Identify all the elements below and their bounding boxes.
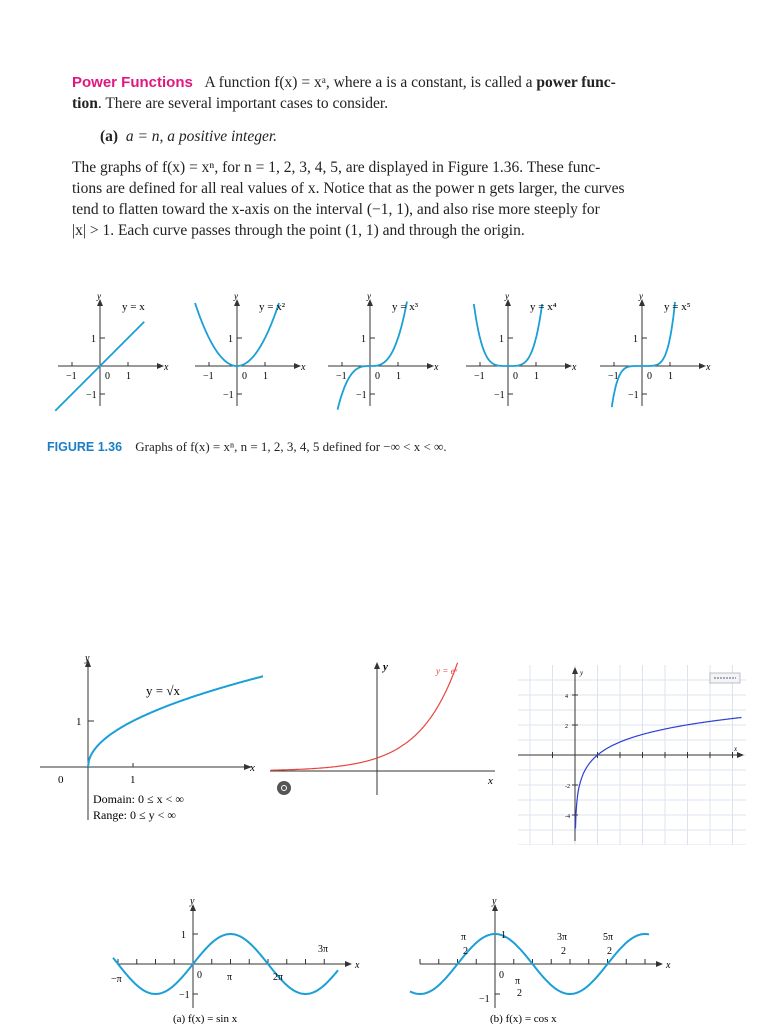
power-tick-label: 1: [263, 371, 268, 382]
power-tick-label: 1: [126, 371, 131, 382]
exp-y-label: y: [383, 661, 388, 673]
log-graph: [518, 665, 746, 845]
para-line: The graphs of f(x) = xⁿ, for n = 1, 2, 3, 4, 5, are displayed in Figure 1.36. These func-: [72, 159, 601, 176]
figure-1-36: [0, 290, 768, 430]
intro-line-1: A function f(x) = xᵃ, where a is a constant, is called a: [204, 74, 533, 91]
log-tick-y-label: 2: [565, 724, 568, 730]
sqrt-x-label: x: [250, 762, 255, 774]
trig-tick-label: −π: [111, 974, 122, 985]
power-tick-label: 1: [91, 334, 96, 345]
power-tick-label: 0: [513, 371, 518, 382]
power-curve-label: y = x: [122, 301, 145, 313]
power-tick-label: −1: [66, 371, 77, 382]
trig-x-label: x: [666, 960, 671, 971]
trig-tick-label: 5π: [603, 932, 614, 943]
para-line: tend to flatten toward the x-axis on the interval (−1, 1), and also rise more steeply for: [72, 201, 600, 218]
sqrt-y-label: y: [85, 655, 90, 664]
intro-bold-1: power func-: [536, 74, 616, 91]
power-curve-label: y = x²: [259, 301, 286, 313]
power-x-arrow: [565, 363, 572, 369]
sqrt-tick-x1-label: 1: [130, 774, 136, 786]
log-tick-y-label: -2: [565, 784, 570, 790]
power-tick-label: 0: [242, 371, 247, 382]
trig-x-arrow: [656, 961, 663, 967]
power-tick-label: 1: [361, 334, 366, 345]
power-tick-label: 1: [534, 371, 539, 382]
power-tick-label: 0: [647, 371, 652, 382]
power-y-label: y: [505, 291, 509, 301]
sqrt-curve-label: y = √x: [146, 683, 180, 698]
power-tick-label: 1: [499, 334, 504, 345]
power-tick-label: 0: [105, 371, 110, 382]
exp-graph: [270, 660, 500, 800]
body-paragraph: [72, 157, 704, 241]
power-curve-5: [612, 302, 675, 407]
power-tick-label: −1: [223, 390, 234, 401]
figure-caption-text: Graphs of f(x) = xⁿ, n = 1, 2, 3, 4, 5 defined for −∞ < x < ∞.: [135, 439, 447, 454]
sqrt-graph: [38, 655, 263, 825]
trig-tick-label: −1: [479, 994, 490, 1005]
power-tick-label: −1: [86, 390, 97, 401]
power-tick-label: 1: [633, 334, 638, 345]
trig-y-label: y: [190, 898, 195, 907]
power-y-label: y: [97, 291, 101, 301]
power-x-arrow: [699, 363, 706, 369]
trig-tick-label: 2π: [273, 972, 284, 983]
cos-graph: [405, 898, 680, 1024]
exp-curve-label: y = eˣ: [436, 666, 458, 676]
power-tick-label: 1: [228, 334, 233, 345]
log-y-label: y: [580, 669, 584, 677]
figure-caption: [47, 439, 447, 455]
power-y-label: y: [639, 291, 643, 301]
log-x-arrow: [737, 752, 744, 758]
para-line: |x| > 1. Each curve passes through the point (1, 1) and through the origin.: [72, 222, 525, 239]
sin-graph: [108, 898, 368, 1024]
trig-tick-label: 0: [499, 970, 504, 981]
power-tick-label: −1: [356, 390, 367, 401]
power-curve-label: y = x⁴: [530, 301, 557, 313]
case-text: a = n, a positive integer.: [125, 128, 278, 145]
exp-x-label: x: [488, 775, 493, 787]
power-panel-1: [55, 291, 169, 411]
power-tick-label: −1: [203, 371, 214, 382]
trig-x-arrow: [345, 961, 352, 967]
case-a: [100, 126, 732, 147]
zoom-icon[interactable]: [277, 781, 291, 795]
trig-tick-label: π: [461, 932, 467, 943]
power-tick-label: 1: [668, 371, 673, 382]
exp-curve: [271, 663, 458, 771]
power-panel-4: [466, 291, 577, 406]
trig-caption: (a) f(x) = sin x: [173, 1013, 238, 1024]
intro-line-2: . There are several important cases to consider.: [97, 95, 389, 112]
log-x-label: x: [734, 745, 738, 753]
power-panel-3: [328, 291, 439, 410]
power-tick-label: −1: [608, 371, 619, 382]
power-x-arrow: [427, 363, 434, 369]
power-x-label: x: [301, 362, 306, 373]
trig-tick-label: 2: [561, 946, 566, 957]
power-y-label: y: [367, 291, 371, 301]
power-x-label: x: [706, 362, 711, 373]
power-x-label: x: [572, 362, 577, 373]
power-curve-3: [338, 302, 408, 410]
figure-caption-label: FIGURE 1.36: [47, 440, 123, 454]
trig-tick-label: 3π: [318, 944, 329, 955]
exp-y-arrow: [374, 662, 380, 669]
power-y-label: y: [234, 291, 238, 301]
sqrt-tick-zero-label: 0: [58, 774, 64, 786]
case-label: (a): [100, 128, 119, 145]
power-tick-label: 0: [375, 371, 380, 382]
power-tick-label: −1: [474, 371, 485, 382]
log-y-arrow: [572, 667, 578, 674]
power-curve-label: y = x⁵: [664, 301, 691, 313]
intro-bold-2: tion: [72, 95, 98, 112]
trig-tick-label: 0: [197, 970, 202, 981]
section-heading: Power Functions: [72, 74, 193, 91]
power-x-label: x: [164, 362, 169, 373]
trig-y-label: y: [492, 898, 497, 907]
para-line: tions are defined for all real values of x. Notice that as the power n gets larger, the curves: [72, 180, 625, 197]
power-tick-label: −1: [494, 390, 505, 401]
trig-tick-label: 3π: [557, 932, 568, 943]
power-panel-5: [600, 291, 711, 407]
intro-paragraph: [72, 72, 704, 114]
trig-tick-label: 1: [501, 930, 506, 941]
power-curve-label: y = x³: [392, 301, 419, 313]
trig-tick-label: −1: [179, 990, 190, 1001]
power-tick-label: 1: [396, 371, 401, 382]
power-panel-2: [195, 291, 306, 406]
power-tick-label: −1: [628, 390, 639, 401]
trig-tick-label: 2: [607, 946, 612, 957]
log-tick-y-label: 4: [565, 694, 568, 700]
trig-caption: (b) f(x) = cos x: [490, 1013, 557, 1024]
power-x-arrow: [294, 363, 301, 369]
trig-tick-label: 1: [181, 930, 186, 941]
log-tick-y-label: -4: [565, 814, 570, 820]
trig-tick-label: 2: [463, 946, 468, 957]
log-curve: [576, 718, 742, 829]
power-x-label: x: [434, 362, 439, 373]
sqrt-range: Range: 0 ≤ y < ∞: [93, 808, 176, 822]
trig-tick-label: 2: [517, 988, 522, 999]
trig-tick-label: π: [227, 972, 233, 983]
sqrt-tick-y1-label: 1: [76, 716, 82, 728]
power-tick-label: −1: [336, 371, 347, 382]
sqrt-domain: Domain: 0 ≤ x < ∞: [93, 792, 184, 806]
trig-x-label: x: [355, 960, 360, 971]
trig-tick-label: π: [515, 976, 521, 987]
power-x-arrow: [157, 363, 164, 369]
